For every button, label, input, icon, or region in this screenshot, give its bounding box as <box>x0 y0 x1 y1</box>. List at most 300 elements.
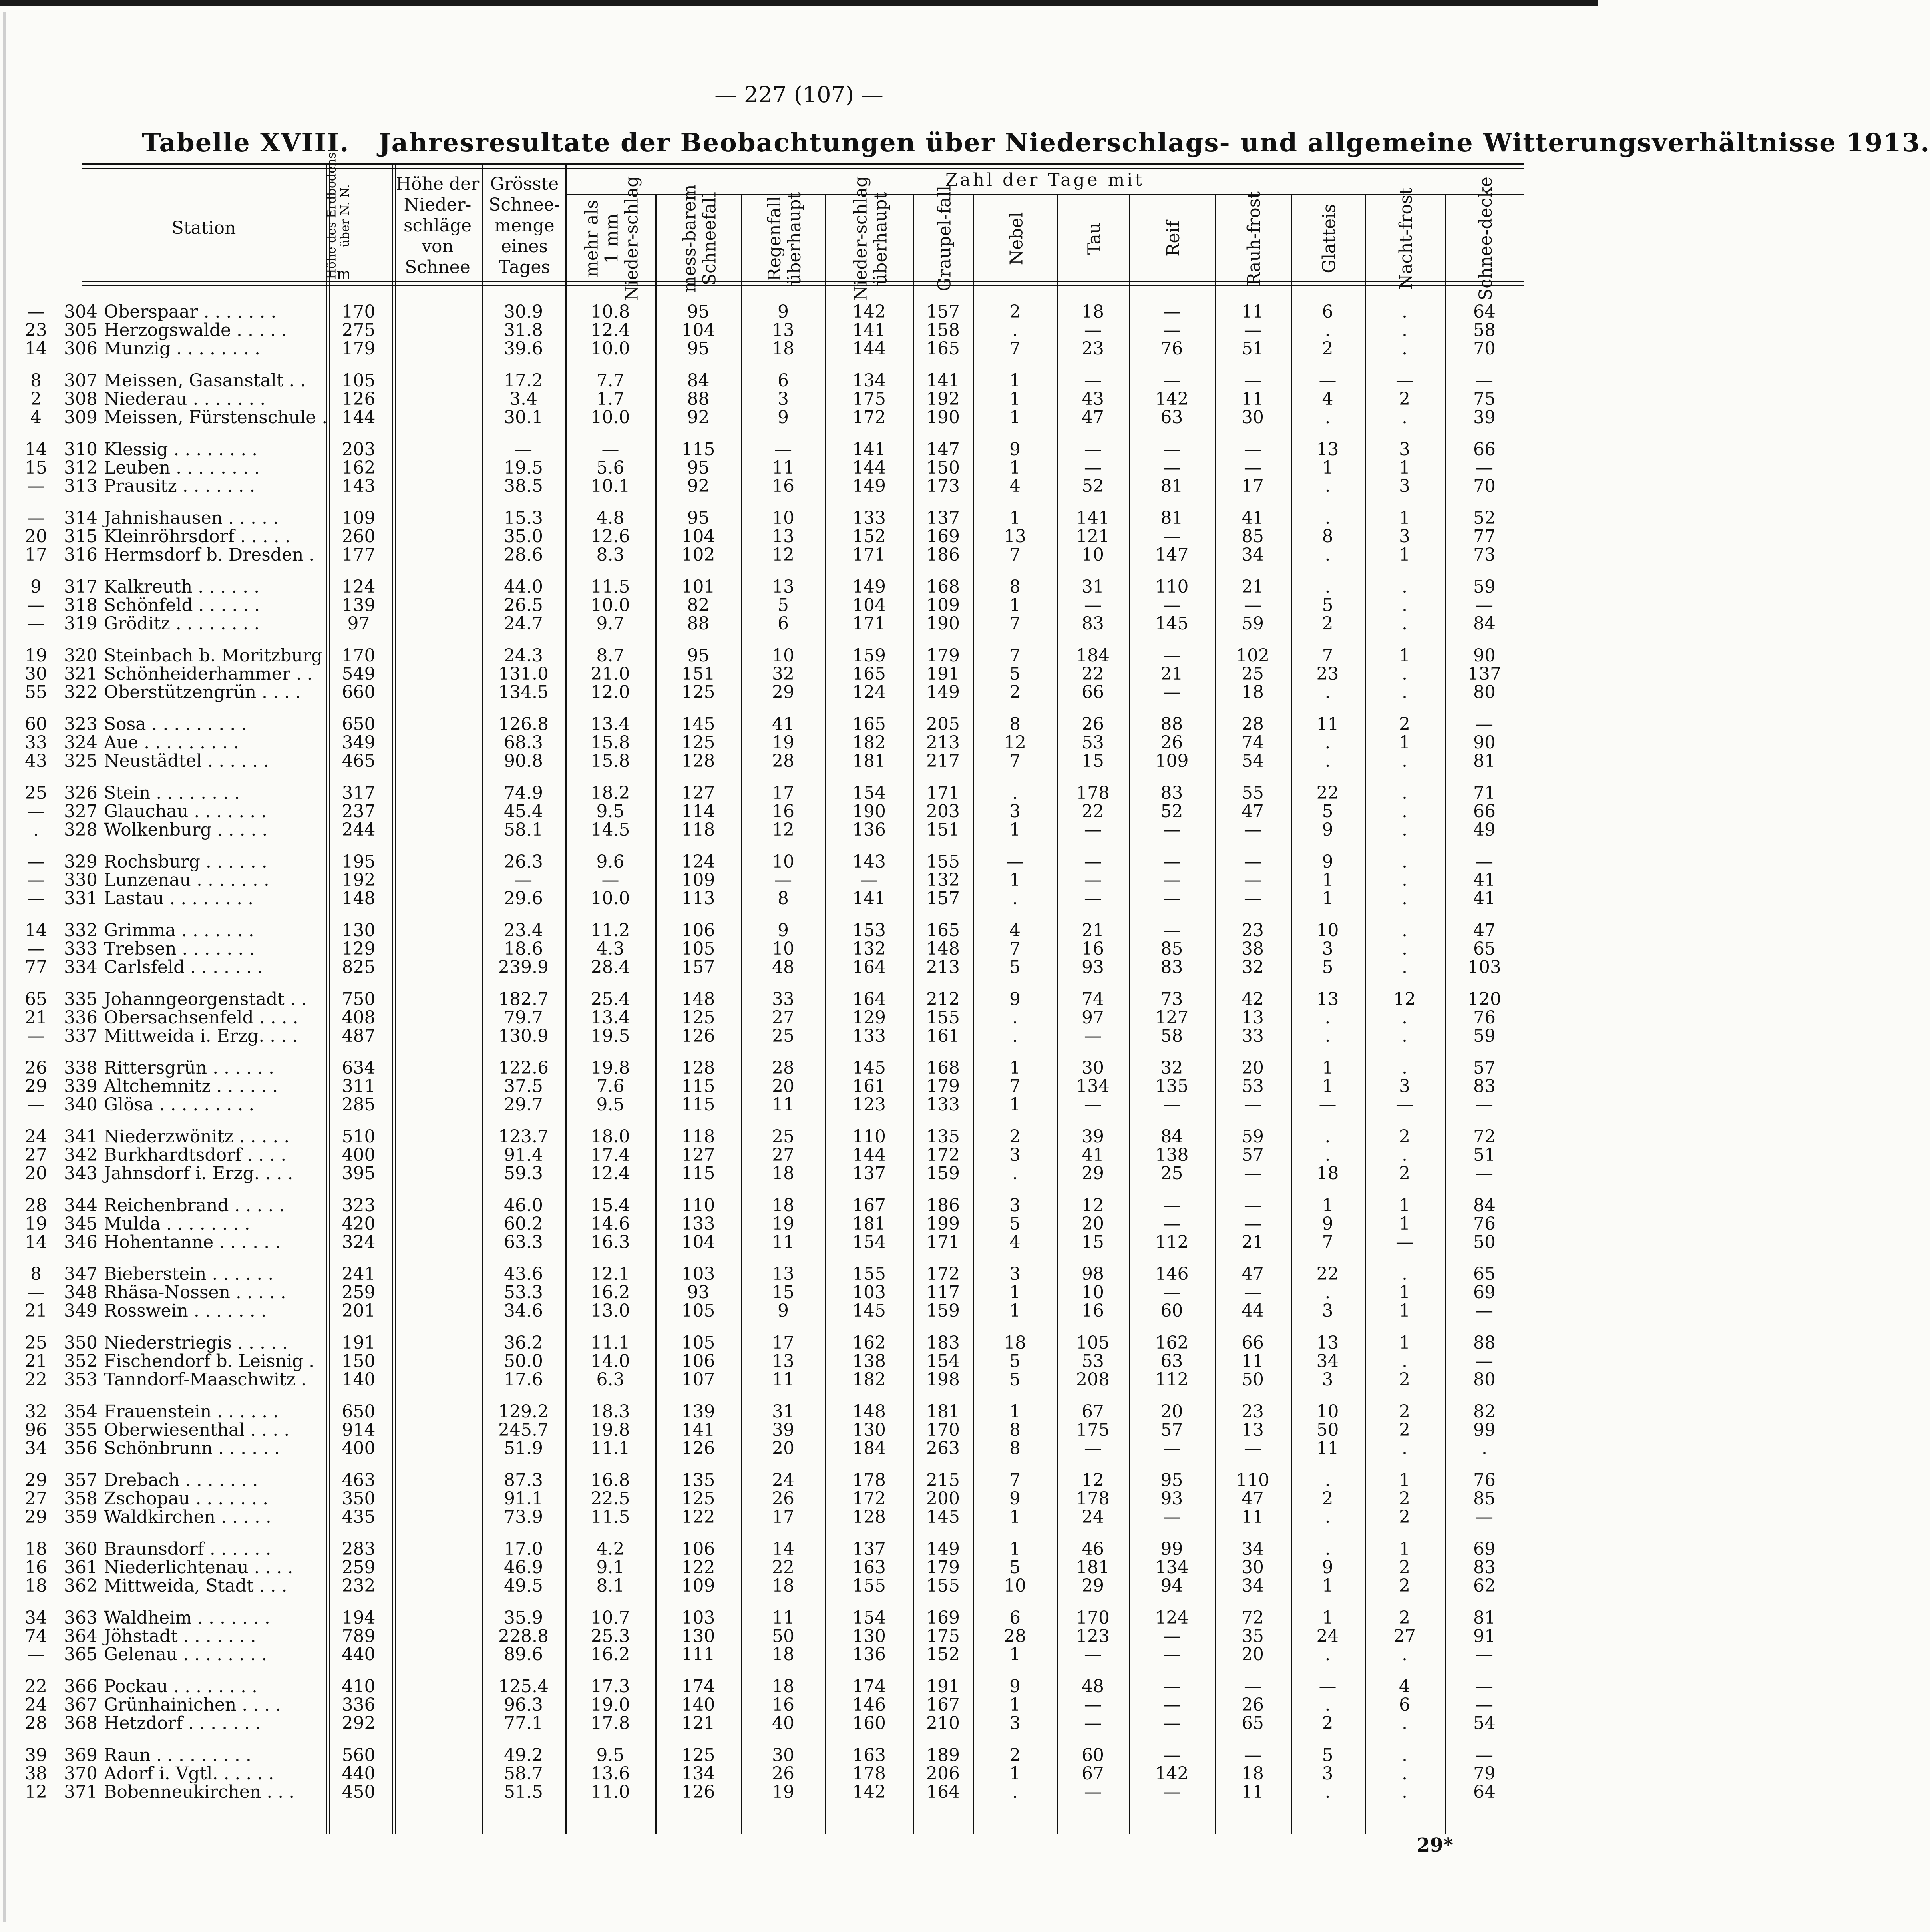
table-cell: 103 <box>681 1264 715 1284</box>
table-cell: . <box>1325 320 1331 340</box>
table-cell: — <box>1163 1438 1181 1458</box>
table-cell: 126 <box>681 1782 715 1802</box>
table-cell: 15 <box>772 1282 794 1303</box>
table-cell: 160 <box>852 1713 886 1733</box>
table-cell: 25 <box>1242 664 1264 684</box>
table-cell: 80 <box>1473 682 1496 702</box>
table-cell: 74 <box>1242 732 1264 753</box>
table-cell: 11.5 <box>591 1507 630 1527</box>
table-cell: 16 <box>1082 1301 1104 1321</box>
table-cell: 31.8 <box>504 320 543 340</box>
table-cell: 64 <box>1473 302 1496 322</box>
station-label: Meissen, Fürstenschule . <box>104 407 328 428</box>
table-cell: 14 <box>25 439 47 460</box>
table-cell: . <box>1402 920 1407 941</box>
table-cell: 104 <box>681 526 715 547</box>
table-cell: 46 <box>1082 1539 1104 1559</box>
table-cell: 260 <box>342 526 376 547</box>
table-cell: 49.5 <box>504 1576 543 1596</box>
table-cell: 825 <box>342 957 376 977</box>
table-cell: 121 <box>1076 526 1110 547</box>
table-cell: — <box>1163 302 1181 322</box>
station-name <box>64 1765 324 1783</box>
table-cell: 16 <box>25 1557 47 1578</box>
station-number: 334 <box>64 957 97 977</box>
station-label: Grünhainichen . . . . <box>104 1695 281 1715</box>
table-cell: . <box>1402 682 1407 702</box>
table-cell: 8 <box>778 888 789 909</box>
table-cell: — <box>774 870 792 890</box>
station-number: 357 <box>64 1470 97 1490</box>
table-cell: 113 <box>681 888 715 909</box>
table-cell: 400 <box>342 1145 376 1165</box>
station-number: 307 <box>64 370 97 391</box>
table-cell: 9 <box>1009 989 1021 1009</box>
station-label: Johanngeorgenstadt . . <box>104 989 307 1009</box>
table-cell: 60 <box>25 714 47 734</box>
station-label: Waldkirchen . . . . . <box>104 1507 271 1527</box>
table-cell: — <box>1084 1644 1102 1665</box>
table-cell: 8 <box>1322 526 1333 547</box>
table-cell: 109 <box>926 595 960 615</box>
table-cell: 20 <box>1242 1058 1264 1078</box>
table-cell: 29 <box>25 1076 47 1096</box>
station-name <box>64 958 324 977</box>
table-cell: 171 <box>926 1232 960 1252</box>
table-cell: 165 <box>852 664 886 684</box>
table-cell: 105 <box>681 1333 715 1353</box>
table-cell: 174 <box>852 1676 886 1697</box>
table-cell: 59 <box>1242 613 1264 634</box>
table-cell: 11 <box>772 1608 794 1628</box>
table-cell: — <box>1244 1195 1261 1216</box>
col-header-snowcover <box>1448 177 1524 300</box>
table-cell: 54 <box>1242 751 1264 771</box>
table-cell: — <box>1396 370 1413 391</box>
table-cell: 245.7 <box>498 1420 549 1440</box>
table-cell: 43.6 <box>504 1264 543 1284</box>
station-name <box>64 596 324 615</box>
table-cell: 82 <box>687 595 710 615</box>
table-cell: 179 <box>926 1557 960 1578</box>
station-name <box>64 1233 324 1252</box>
station-number: 355 <box>64 1420 97 1440</box>
station-name <box>64 1421 324 1439</box>
table-cell: 10.0 <box>591 338 630 359</box>
table-cell: 142 <box>1155 389 1189 409</box>
table-cell: — <box>1476 714 1493 734</box>
table-cell: — <box>1319 370 1337 391</box>
table-cell: 109 <box>681 870 715 890</box>
station-number: 349 <box>64 1301 97 1321</box>
station-name <box>64 1645 324 1664</box>
table-cell: 17.0 <box>504 1539 543 1559</box>
table-cell: 91 <box>1473 1626 1496 1646</box>
station-label: Reichenbrand . . . . . <box>104 1195 285 1216</box>
table-cell: 167 <box>852 1195 886 1216</box>
station-number: 352 <box>64 1351 97 1371</box>
table-cell: 38 <box>1242 939 1264 959</box>
table-cell: 79.7 <box>504 1007 543 1028</box>
table-cell: 90.8 <box>504 751 543 771</box>
table-cell: 94 <box>1160 1576 1183 1596</box>
table-cell: 145 <box>852 1058 886 1078</box>
table-cell: 1 <box>1322 1058 1333 1078</box>
table-cell: 11 <box>772 1232 794 1252</box>
table-cell: 5 <box>1009 664 1021 684</box>
table-cell: 65 <box>1242 1713 1264 1733</box>
table-cell: 17 <box>25 545 47 565</box>
table-cell: 1 <box>1399 545 1410 565</box>
station-number: 358 <box>64 1488 97 1509</box>
table-cell: 32 <box>25 1401 47 1422</box>
table-cell: 8.7 <box>596 645 625 666</box>
table-cell: 181 <box>1076 1557 1110 1578</box>
table-cell: 130 <box>852 1420 886 1440</box>
station-label: Drebach . . . . . . . <box>104 1470 258 1490</box>
station-name <box>64 303 324 321</box>
table-cell: 62 <box>1473 1576 1496 1596</box>
table-cell: . <box>1402 1058 1407 1078</box>
table-cell: 95 <box>687 458 710 478</box>
table-cell: 8 <box>30 370 42 391</box>
table-cell: 1 <box>1009 1644 1021 1665</box>
table-cell: 650 <box>342 1401 376 1422</box>
table-cell: 750 <box>342 989 376 1009</box>
station-number: 322 <box>64 682 97 702</box>
table-cell: — <box>1319 1676 1337 1697</box>
table-cell: 125 <box>681 1007 715 1028</box>
col-header-station: Station <box>171 218 236 238</box>
table-cell: 151 <box>926 820 960 840</box>
table-cell: . <box>1325 1145 1331 1165</box>
table-cell: 6 <box>778 370 789 391</box>
table-cell: 72 <box>1473 1126 1496 1147</box>
table-cell: 115 <box>681 1094 715 1115</box>
table-cell: 22.5 <box>591 1488 630 1509</box>
table-cell: . <box>1402 338 1407 359</box>
table-cell: 141 <box>852 320 886 340</box>
table-cell: 18 <box>772 1644 794 1665</box>
table-cell: 400 <box>342 1438 376 1458</box>
table-cell: 16.8 <box>591 1470 630 1490</box>
table-cell: 9.5 <box>596 1094 625 1115</box>
station-number: 341 <box>64 1126 97 1147</box>
table-cell: 105 <box>342 370 376 391</box>
table-cell: 43 <box>1082 389 1104 409</box>
table-cell: . <box>1402 664 1407 684</box>
table-cell: 14.0 <box>591 1351 630 1371</box>
table-cell: 183 <box>926 1333 960 1353</box>
table-cell: 50.0 <box>504 1351 543 1371</box>
table-cell: 13 <box>1242 1420 1264 1440</box>
table-cell: 21 <box>1160 664 1183 684</box>
table-cell: 97 <box>347 613 370 634</box>
station-label: Glösa . . . . . . . . . <box>104 1094 255 1115</box>
station-label: Lunzenau . . . . . . . <box>104 870 269 890</box>
table-cell: 149 <box>852 577 886 597</box>
station-number: 336 <box>64 1007 97 1028</box>
table-cell: 12.6 <box>591 526 630 547</box>
station-number: 313 <box>64 476 97 496</box>
table-cell: 16.2 <box>591 1644 630 1665</box>
column-rule <box>482 163 483 1834</box>
table-cell: 29 <box>1082 1163 1104 1184</box>
table-cell: 25 <box>25 783 47 803</box>
table-cell: 28 <box>1242 714 1264 734</box>
table-cell: — <box>1084 852 1102 872</box>
table-cell: 181 <box>926 1401 960 1422</box>
table-cell: 81 <box>1473 751 1496 771</box>
col-header-fog <box>977 197 1056 281</box>
station-name <box>64 1146 324 1164</box>
table-cell: — <box>27 1094 45 1115</box>
table-cell: 199 <box>926 1214 960 1234</box>
table-cell: 1 <box>1009 458 1021 478</box>
table-cell: 3 <box>1322 1763 1333 1784</box>
table-cell: . <box>1325 751 1331 771</box>
table-cell: 20 <box>1082 1214 1104 1234</box>
table-cell: 15 <box>1082 751 1104 771</box>
table-cell: 27 <box>1393 1626 1416 1646</box>
table-cell: 7.7 <box>596 370 625 391</box>
station-name <box>64 1352 324 1371</box>
table-cell: 126 <box>681 1026 715 1046</box>
table-cell: 25 <box>772 1026 794 1046</box>
column-rule <box>1215 195 1216 1834</box>
table-cell: 41 <box>1473 888 1496 909</box>
table-cell: 28.4 <box>591 957 630 977</box>
station-number: 308 <box>64 389 97 409</box>
table-cell: 2 <box>1399 1420 1410 1440</box>
table-cell: 18 <box>1004 1333 1026 1353</box>
col-header-nightfrost <box>1369 187 1444 290</box>
table-cell: 7 <box>1322 1232 1333 1252</box>
table-cell: 560 <box>342 1745 376 1765</box>
station-name <box>64 615 324 633</box>
column-rule <box>825 195 826 1834</box>
table-cell: 47 <box>1082 407 1104 428</box>
table-cell: 126.8 <box>498 714 549 734</box>
column-rule <box>565 163 567 1834</box>
table-cell: 192 <box>342 870 376 890</box>
table-cell: 9.1 <box>596 1557 625 1578</box>
table-cell: 26 <box>772 1763 794 1784</box>
station-number: 343 <box>64 1163 97 1184</box>
table-cell: 11 <box>772 1369 794 1390</box>
table-cell: 18 <box>1316 1163 1339 1184</box>
station-label: Sosa . . . . . . . . . <box>104 714 247 734</box>
table-cell: 10 <box>1316 920 1339 941</box>
table-cell: 12.4 <box>591 320 630 340</box>
table-cell: 33 <box>1242 1026 1264 1046</box>
table-cell: 8.3 <box>596 545 625 565</box>
table-cell: 157 <box>681 957 715 977</box>
table-title-label: Tabelle XVIII. <box>142 128 350 158</box>
table-cell: 137 <box>852 1163 886 1184</box>
table-cell: . <box>1402 595 1407 615</box>
station-name <box>64 1714 324 1733</box>
table-cell: 71 <box>1473 783 1496 803</box>
table-cell: 465 <box>342 751 376 771</box>
table-cell: 25 <box>25 1333 47 1353</box>
table-cell: 21 <box>1242 1232 1264 1252</box>
table-cell: 96 <box>25 1420 47 1440</box>
col-header-dew-text: Tau <box>1084 222 1104 255</box>
table-cell: 13 <box>1004 526 1026 547</box>
table-cell: 28 <box>1004 1626 1026 1646</box>
table-cell: 42 <box>1242 989 1264 1009</box>
table-cell: — <box>1244 458 1261 478</box>
station-number: 371 <box>64 1782 97 1802</box>
table-cell: 163 <box>852 1557 886 1578</box>
table-cell: 21 <box>25 1007 47 1028</box>
table-cell: 14 <box>25 1232 47 1252</box>
table-cell: 130 <box>342 920 376 941</box>
table-cell: — <box>1163 1282 1181 1303</box>
table-cell: . <box>1325 407 1331 428</box>
table-cell: 133 <box>852 508 886 528</box>
table-cell: 18 <box>772 1576 794 1596</box>
table-cell: 63 <box>1160 1351 1183 1371</box>
table-cell: — <box>860 870 878 890</box>
table-cell: 18 <box>772 338 794 359</box>
table-cell: 106 <box>681 920 715 941</box>
station-number: 350 <box>64 1333 97 1353</box>
table-cell: . <box>1325 682 1331 702</box>
table-cell: 35.9 <box>504 1608 543 1628</box>
table-cell: 154 <box>852 1608 886 1628</box>
table-cell: 7 <box>1009 545 1021 565</box>
table-cell: 26 <box>1160 732 1183 753</box>
table-cell: 170 <box>926 1420 960 1440</box>
table-cell: — <box>1084 1094 1102 1115</box>
table-cell: 12 <box>772 820 794 840</box>
col-header-graupel <box>917 185 972 292</box>
table-cell: 18 <box>772 1676 794 1697</box>
table-cell: 1 <box>1399 645 1410 666</box>
table-cell: 19 <box>772 1214 794 1234</box>
table-cell: 25.4 <box>591 989 630 1009</box>
table-cell: 41 <box>1242 508 1264 528</box>
table-cell: 3 <box>1399 439 1410 460</box>
table-cell: 8 <box>1009 1438 1021 1458</box>
table-cell: 18 <box>1242 682 1264 702</box>
table-cell: 155 <box>852 1576 886 1596</box>
station-name <box>64 546 324 564</box>
table-cell: 2 <box>1399 1401 1410 1422</box>
table-cell: 7 <box>1009 939 1021 959</box>
table-cell: 29.7 <box>504 1094 543 1115</box>
table-cell: 88 <box>1473 1333 1496 1353</box>
table-cell: 164 <box>926 1782 960 1802</box>
table-cell: 2 <box>1399 714 1410 734</box>
station-number: 314 <box>64 508 97 528</box>
table-cell: 4 <box>1009 476 1021 496</box>
table-cell: 129 <box>342 939 376 959</box>
table-cell: 19 <box>25 645 47 666</box>
table-cell: 7.6 <box>596 1076 625 1096</box>
table-cell: 144 <box>852 458 886 478</box>
col-header-snow-height: Höhe der Nieder- schläge von Schnee <box>396 174 480 277</box>
table-cell: 38.5 <box>504 476 543 496</box>
table-cell: . <box>1402 1782 1407 1802</box>
table-cell: 48 <box>1082 1676 1104 1697</box>
table-cell: 29 <box>1082 1576 1104 1596</box>
table-cell: 13 <box>1316 989 1339 1009</box>
table-cell: 16 <box>1082 939 1104 959</box>
table-cell: 76 <box>1473 1214 1496 1234</box>
table-cell: 80 <box>1473 1369 1496 1390</box>
table-cell: — <box>515 870 532 890</box>
station-label: Oberwiesenthal . . . . <box>104 1420 290 1440</box>
station-name <box>64 821 324 839</box>
table-cell: 150 <box>342 1351 376 1371</box>
table-cell: 1 <box>1399 1333 1410 1353</box>
table-cell: . <box>1325 1507 1331 1527</box>
station-name <box>64 1558 324 1577</box>
table-cell: 3.4 <box>509 389 537 409</box>
table-cell: 10 <box>772 939 794 959</box>
table-cell: 13.0 <box>591 1301 630 1321</box>
table-cell: 83 <box>1473 1076 1496 1096</box>
station-label: Wolkenburg . . . . . <box>104 820 268 840</box>
table-cell: 2 <box>1322 1713 1333 1733</box>
station-name <box>64 802 324 821</box>
table-cell: — <box>27 1644 45 1665</box>
station-name <box>64 1783 324 1801</box>
table-cell: 83 <box>1160 783 1183 803</box>
table-cell: 20 <box>1242 1644 1264 1665</box>
table-cell: 125 <box>681 1488 715 1509</box>
table-cell: . <box>1402 870 1407 890</box>
table-cell: . <box>1402 1007 1407 1028</box>
table-cell: 145 <box>1155 613 1189 634</box>
table-cell: 77.1 <box>504 1713 543 1733</box>
table-cell: 30.9 <box>504 302 543 322</box>
table-cell: — <box>27 595 45 615</box>
table-cell: 21 <box>25 1301 47 1321</box>
station-number: 325 <box>64 751 97 771</box>
table-cell: 50 <box>1242 1369 1264 1390</box>
table-cell: 37.5 <box>504 1076 543 1096</box>
table-cell: 7 <box>1009 751 1021 771</box>
table-cell: 164 <box>852 957 886 977</box>
table-cell: 53 <box>1082 732 1104 753</box>
table-cell: 3 <box>1322 1369 1333 1390</box>
table-cell: 102 <box>1236 645 1269 666</box>
table-cell: 59 <box>1242 1126 1264 1147</box>
table-cell: — <box>1244 595 1261 615</box>
table-cell: 285 <box>342 1094 376 1115</box>
table-cell: . <box>1402 1264 1407 1284</box>
table-cell: 28 <box>25 1713 47 1733</box>
table-cell: 103 <box>1468 957 1501 977</box>
table-cell: 41 <box>772 714 794 734</box>
table-cell: 58 <box>1160 1026 1183 1046</box>
station-number: 362 <box>64 1576 97 1596</box>
table-cell: 162 <box>852 1333 886 1353</box>
table-cell: 168 <box>926 577 960 597</box>
table-cell: 154 <box>852 783 886 803</box>
table-cell: 10 <box>1316 1401 1339 1422</box>
table-cell: 11.0 <box>591 1782 630 1802</box>
station-number: 342 <box>64 1145 97 1165</box>
table-cell: — <box>1244 1676 1261 1697</box>
table-cell: 124 <box>1155 1608 1189 1628</box>
table-cell: 89.6 <box>504 1644 543 1665</box>
table-cell: 24 <box>1082 1507 1104 1527</box>
